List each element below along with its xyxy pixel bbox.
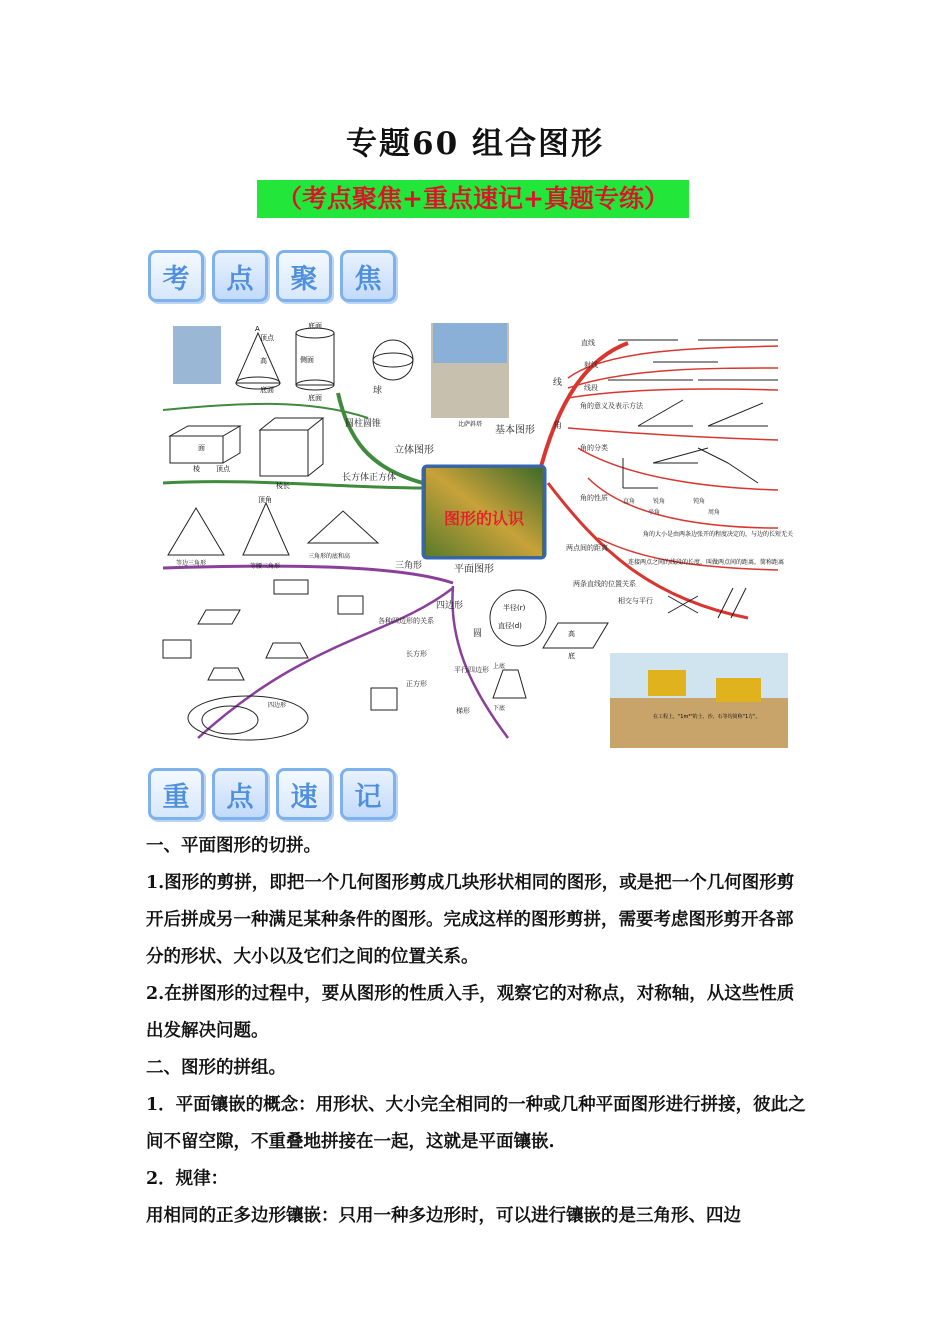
svg-text:立体图形: 立体图形 — [394, 445, 434, 456]
svg-text:比萨斜塔: 比萨斜塔 — [457, 421, 483, 428]
svg-text:棱长: 棱长 — [276, 482, 290, 490]
badge-dian: 点 — [212, 250, 268, 302]
svg-text:三角形: 三角形 — [395, 561, 423, 571]
svg-text:射线: 射线 — [584, 361, 598, 369]
svg-text:线段: 线段 — [584, 384, 598, 392]
mindmap-figure — [148, 318, 798, 748]
svg-text:下底: 下底 — [493, 705, 506, 712]
svg-text:四边形: 四边形 — [436, 601, 464, 611]
badge-zhong: 重 — [148, 768, 204, 820]
svg-text:在工程上，"1m³"的土、沙、石等均简称"1方"。: 在工程上，"1m³"的土、沙、石等均简称"1方"。 — [653, 714, 761, 720]
svg-text:两条直线的位置关系: 两条直线的位置关系 — [573, 580, 636, 588]
svg-text:基本图形: 基本图形 — [495, 425, 535, 436]
notes-content — [146, 828, 806, 1235]
svg-text:上底: 上底 — [493, 663, 506, 670]
svg-text:A: A — [255, 325, 260, 333]
section-heading-2: 二、图形的拼组。 — [146, 1058, 286, 1078]
svg-text:圆: 圆 — [473, 629, 483, 639]
svg-text:底: 底 — [568, 652, 575, 660]
svg-text:正方形: 正方形 — [406, 680, 427, 688]
svg-text:三角形的底和高: 三角形的底和高 — [308, 553, 351, 560]
svg-text:平角: 平角 — [648, 509, 661, 516]
svg-text:长方体正方体: 长方体正方体 — [342, 473, 397, 483]
svg-text:直角: 直角 — [623, 498, 636, 505]
svg-text:连接两点之间的线段的长度，叫做两点间的距离，简称距离: 连接两点之间的线段的长度，叫做两点间的距离，简称距离 — [628, 559, 785, 566]
svg-text:棱: 棱 — [193, 465, 200, 473]
svg-text:球: 球 — [373, 386, 383, 396]
svg-text:直线: 直线 — [581, 339, 595, 347]
paragraph: 2.在拼图形的过程中，要从图形的性质入手，观察它的对称点，对称轴，从这些性质出发解决问题。 — [146, 984, 795, 1041]
svg-text:高: 高 — [568, 630, 575, 638]
page-title: 专题60 组合图形 — [346, 126, 604, 162]
svg-text:半径(r): 半径(r) — [503, 604, 526, 612]
svg-text:两点间的距离: 两点间的距离 — [566, 544, 608, 552]
svg-text:四边形: 四边形 — [268, 702, 287, 709]
svg-text:周角: 周角 — [708, 509, 721, 516]
badge-ji: 记 — [340, 768, 396, 820]
paragraph: 2．规律： — [146, 1169, 229, 1189]
svg-text:顶点: 顶点 — [260, 334, 274, 342]
svg-text:顶角: 顶角 — [258, 496, 272, 504]
svg-text:平面图形: 平面图形 — [454, 564, 494, 575]
svg-text:角的分类: 角的分类 — [580, 444, 608, 452]
svg-text:高: 高 — [260, 357, 267, 365]
svg-text:底面: 底面 — [308, 322, 322, 330]
subtitle-banner: （考点聚焦+重点速记+真题专练） — [257, 180, 689, 218]
svg-text:长方形: 长方形 — [406, 650, 427, 658]
svg-text:底面: 底面 — [260, 386, 274, 394]
svg-text:角的大小是由两条边张开的程度决定的，与边的长短无关: 角的大小是由两条边张开的程度决定的，与边的长短无关 — [643, 531, 794, 538]
paragraph: 1．平面镶嵌的概念：用形状、大小完全相同的一种或几种平面图形进行拼接，彼此之间不留空隙，不重叠地拼接在一起，这就是平面镶嵌. — [146, 1095, 806, 1152]
svg-text:面: 面 — [198, 444, 205, 452]
badge-row-notes — [148, 768, 396, 820]
svg-text:直径(d): 直径(d) — [498, 622, 522, 630]
svg-text:梯形: 梯形 — [456, 707, 470, 715]
svg-text:等边三角形: 等边三角形 — [176, 560, 207, 567]
svg-text:平行四边形: 平行四边形 — [454, 666, 489, 674]
section-heading-1: 一、平面图形的切拼。 — [146, 836, 321, 856]
svg-text:锐角: 锐角 — [653, 498, 666, 505]
mindmap-center: 图形的认识 — [443, 509, 525, 528]
badge-row-focus — [148, 250, 396, 302]
badge-ju: 聚 — [276, 250, 332, 302]
svg-text:等腰三角形: 等腰三角形 — [250, 563, 281, 570]
paragraph: 用相同的正多边形镶嵌：只用一种多边形时，可以进行镶嵌的是三角形、四边 — [146, 1206, 741, 1226]
badge-kao: 考 — [148, 250, 204, 302]
badge-dian2: 点 — [212, 768, 268, 820]
svg-text:圆柱圆锥: 圆柱圆锥 — [345, 419, 382, 429]
svg-text:线: 线 — [553, 378, 563, 388]
svg-text:角的意义及表示方法: 角的意义及表示方法 — [580, 402, 643, 410]
svg-text:侧面: 侧面 — [300, 356, 314, 364]
svg-text:相交与平行: 相交与平行 — [618, 597, 653, 605]
svg-text:顶点: 顶点 — [216, 465, 230, 473]
svg-text:钝角: 钝角 — [693, 498, 706, 505]
badge-jiao: 焦 — [340, 250, 396, 302]
svg-text:底面: 底面 — [308, 394, 322, 402]
badge-su: 速 — [276, 768, 332, 820]
paragraph: 1.图形的剪拼，即把一个几何图形剪成几块形状相同的图形，或是把一个几何图形剪开后拼成另一种满足某种条件的图形。完成这样的图形剪拼，需要考虑图形剪开各部分的形状、大小以及它们之间的位置关系。 — [146, 873, 795, 967]
svg-text:角的性质: 角的性质 — [580, 494, 608, 502]
svg-text:角: 角 — [553, 421, 563, 431]
svg-text:各种四边形的关系: 各种四边形的关系 — [378, 617, 434, 625]
